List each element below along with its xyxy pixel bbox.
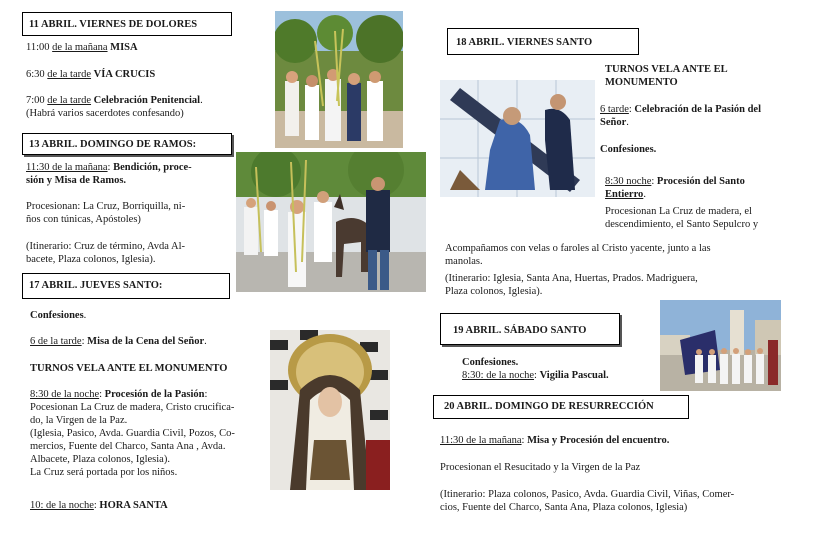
procesion-santo-entierro: 8:30 noche: Procesión del Santo Entierro. — [605, 176, 745, 200]
event-name: Misa de la Cena del Señor — [87, 336, 205, 347]
time-label: 8:30 noche — [605, 176, 652, 187]
time-label: 11:30 de la mañana — [440, 435, 522, 446]
heading-viernes-dolores — [22, 12, 232, 36]
time: 11:00 — [26, 42, 50, 53]
line-via-crucis — [26, 68, 155, 81]
procesionan-domingo: Procesionan el Resucitado y la Virgen de la Paz — [440, 462, 641, 473]
celebracion-pasion: 6 tarde: Celebración de la Pasión del Señor. — [600, 104, 762, 128]
heading-text: 17 ABRIL. JUEVES SANTO: — [29, 280, 163, 291]
line-confesiones-jueves: Confesiones. — [30, 310, 87, 321]
text-line: mercios, Fuente del Charco, Santa Ana , Avda. — [30, 441, 226, 452]
text-line: Albacete, Plaza colonos, Iglesia). — [30, 454, 170, 465]
note-sacerdotes: (Habrá varios sacerdotes confesando) — [26, 108, 184, 119]
procesionan-viernes — [605, 205, 758, 231]
event-name: Celebración de la Pasión del — [634, 104, 762, 115]
text-line: manolas. — [445, 256, 483, 267]
time-label: 8:30 de la noche — [30, 389, 100, 400]
event-name: Confesiones. — [462, 357, 519, 368]
event-name: Celebración Penitencial — [93, 95, 201, 106]
text-line: descendimiento, el Santo Sepulcro y — [605, 219, 759, 230]
text-line: (Itinerario: Cruz de término, Avda Al- — [26, 241, 186, 252]
heading-text: 11 ABRIL. VIERNES DE DOLORES — [29, 19, 198, 30]
event-name-cont: sión y Misa de Ramos. — [26, 175, 127, 186]
photo-virgen — [270, 330, 390, 490]
text-line: bacete, Plaza colonos, Iglesia). — [26, 254, 156, 265]
text-line: Procesionan: La Cruz, Borriquilla, ni- — [26, 201, 186, 212]
time-label: de la tarde — [47, 95, 92, 106]
heading-sabado-santo — [440, 313, 620, 345]
event-name: Confesiones — [30, 310, 84, 321]
time-label: 6 tarde — [600, 104, 629, 115]
turnos-vela-jueves: TURNOS VELA ANTE EL MONUMENTO — [30, 363, 228, 374]
procesionan-ramos — [26, 200, 185, 226]
event-name: Procesión del Santo — [656, 176, 745, 187]
itinerario-viernes — [445, 272, 785, 298]
heading-text: 13 ABRIL. DOMINGO DE RAMOS: — [29, 139, 197, 150]
heading-domingo-ramos — [22, 133, 232, 155]
event-name-cont: Entierro — [605, 189, 644, 200]
punct: . — [200, 95, 203, 106]
text-line: do, la Virgen de la Paz. — [30, 415, 128, 426]
time-label: de la tarde — [47, 69, 92, 80]
text-line: MONUMENTO — [605, 77, 678, 88]
itinerario-domingo — [440, 488, 790, 514]
text-line: Pocesionan La Cruz de madera, Cristo crucifica- — [30, 402, 235, 413]
text-line: ños con túnicas, Apóstoles) — [26, 214, 141, 225]
text-line: Acompañamos con velas o faroles al Cristo yacente, junto a las — [445, 243, 711, 254]
heading-text: 20 ABRIL. DOMINGO DE RESURRECCIÓN — [444, 401, 654, 412]
event-name: HORA SANTA — [99, 500, 168, 511]
heading-viernes-santo — [447, 28, 639, 55]
event-name: Bendición, proce- — [113, 162, 192, 173]
event-name: VÍA CRUCIS — [93, 69, 156, 80]
text-line: (Itinerario: Iglesia, Santa Ana, Huertas, Prados. Madriguera, — [445, 273, 698, 284]
text-line: Plaza colonos, Iglesia). — [445, 286, 543, 297]
line-cena-senor: 6 de la tarde: Misa de la Cena del Señor. — [30, 336, 207, 347]
time-label: 11:30 de la mañana — [26, 162, 108, 173]
text-line: TURNOS VELA ANTE EL — [605, 64, 728, 75]
photo-borriquilla — [236, 152, 426, 292]
confesiones-sabado: Confesiones. 8:30: de la noche: Vigilia Pascual. — [462, 357, 609, 381]
line-penitencial — [26, 94, 203, 107]
text-line: Procesionan La Cruz de madera, el — [605, 206, 752, 217]
line-hora-santa: 10: de la noche: HORA SANTA — [30, 500, 168, 511]
text-line: (Itinerario: Plaza colonos, Pasico, Avda. Guardia Civil, Viñas, Comer- — [440, 489, 735, 500]
itinerario-ramos — [26, 240, 185, 266]
line-misa — [26, 41, 138, 54]
time: 6:30 — [26, 69, 45, 80]
heading-text: 18 ABRIL. VIERNES SANTO — [456, 37, 593, 48]
time: 7:00 — [26, 95, 45, 106]
photo-via-crucis-tile — [440, 80, 595, 197]
event-name: Misa y Procesión del encuentro. — [527, 435, 670, 446]
acompanamos — [445, 242, 785, 268]
time-label: 6 de la tarde — [30, 336, 82, 347]
photo-procession-palms — [275, 11, 403, 148]
misa-encuentro: 11:30 de la mañana: Misa y Procesión del encuentro. — [440, 435, 670, 446]
text-line: (Iglesia, Pasico, Avda. Guardia Civil, Pozos, Co- — [30, 428, 235, 439]
time-label: de la mañana — [52, 42, 108, 53]
heading-jueves-santo — [22, 273, 230, 299]
heading-text: 19 ABRIL. SÁBADO SANTO — [453, 325, 587, 336]
confesiones-viernes: Confesiones. — [600, 144, 657, 155]
time-label: 10: de la noche — [30, 500, 94, 511]
procesion-pasion: 8:30 de la noche: Procesión de la Pasión: Pocesionan La Cruz de madera, Cristo crucifica- do, la Virgen de la Paz. (Iglesia, Pasico, Avda. Guardia Civil, Pozos, Co- mercios, Fuente del Charco, Santa Ana , Avda. Albacete, Plaza colonos, Iglesia). La Cruz será portada por los niños. — [30, 388, 270, 479]
time-label: 8:30: de la noche — [462, 370, 535, 381]
event-name: Vigilia Pascual. — [539, 370, 609, 381]
line-bendicion: 11:30 de la mañana: Bendición, proce- sión y Misa de Ramos. — [26, 162, 192, 186]
text-line: La Cruz será portada por los niños. — [30, 467, 178, 478]
event-name: MISA — [110, 42, 138, 53]
event-name: Procesión de la Pasión — [104, 389, 205, 400]
event-name-cont: Señor — [600, 117, 627, 128]
photo-procession-street — [660, 300, 781, 391]
heading-domingo-resurreccion — [433, 395, 689, 419]
turnos-vela-viernes — [605, 63, 728, 89]
text-line: cios, Fuente del Charco, Santa Ana, Plaza colonos, Iglesia) — [440, 502, 688, 513]
